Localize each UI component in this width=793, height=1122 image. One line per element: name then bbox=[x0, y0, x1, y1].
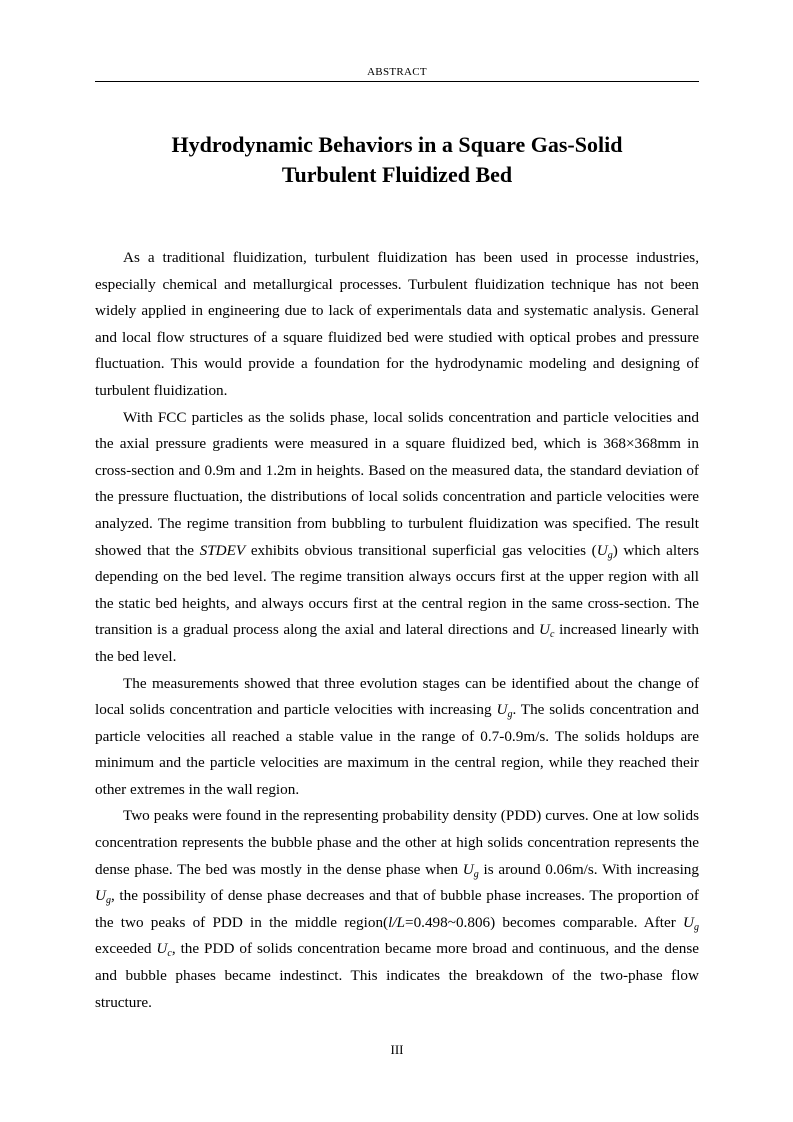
symbol-u: U bbox=[496, 701, 508, 719]
subscript-c: c bbox=[550, 629, 555, 641]
subscript-g: g bbox=[607, 549, 613, 561]
paragraph-3 bbox=[95, 671, 699, 804]
title-line-1: Hydrodynamic Behaviors in a Square Gas-Solid bbox=[171, 132, 623, 157]
text-run: . The solids concentration and particle velocities all reached a stable value in the range of 0.7-0.9m/s. The solids holdups are minimum and the particle velocities are maximum in the central region, while they reached their other extremes in the wall region. bbox=[95, 701, 699, 798]
subscript-g: g bbox=[105, 895, 111, 907]
text-run: exceeded bbox=[95, 940, 157, 958]
symbol-u: U bbox=[156, 940, 168, 958]
subscript-c: c bbox=[167, 948, 172, 960]
subscript-g: g bbox=[694, 921, 699, 933]
symbol-u: U bbox=[539, 621, 551, 639]
stdev-term: STDEV bbox=[199, 541, 246, 559]
page-number: III bbox=[390, 1042, 404, 1057]
symbol-u: U bbox=[462, 860, 474, 878]
abstract-body bbox=[95, 245, 699, 1016]
text-run: =0.498~0.806) becomes comparable. After bbox=[405, 913, 684, 931]
text-run: , the possibility of dense phase decreases and that of bubble phase increases. The proportion of the two peaks of PDD in the middle region( bbox=[95, 887, 699, 931]
paragraph-4 bbox=[95, 803, 699, 1016]
text-run: is around 0.06m/s. With increasing bbox=[478, 860, 699, 878]
text-run: increased linearly with the bed level. bbox=[95, 621, 699, 665]
paragraph-2 bbox=[95, 405, 699, 671]
text-run: The measurements showed that three evolution stages can be identified about the change of local solids concentration and particle velocities with increasing bbox=[95, 674, 699, 719]
subscript-g: g bbox=[473, 868, 479, 880]
text-run: With FCC particles as the solids phase, local solids concentration and particle velocities and the axial pressure gradients were measured in a square fluidized bed, which is 368×368mm in cross-section and 0.9m and 1.2m in heights. Based on the measured data, the standard deviation of the pressure fluctuation, the distributions of local solids concentration and particle velocities were analyzed. The regime transition from bubbling to turbulent fluidization was specified. The result showed that the bbox=[95, 408, 699, 559]
symbol-u: U bbox=[95, 887, 106, 905]
ratio-symbol: l/L bbox=[388, 913, 405, 931]
symbol-u: U bbox=[596, 541, 608, 559]
text-run: Two peaks were found in the representing probability density (PDD) curves. One at low solids concentration represents the bubble phase and the other at high solids concentration represents the dense phase. The bed was mostly in the dense phase when bbox=[95, 807, 699, 878]
text-run: , the PDD of solids concentration became more broad and continuous, and the dense and bubble phases became indestinct. This indicates the breakdown of the two-phase flow structure. bbox=[95, 940, 699, 1011]
paragraph-1: As a traditional fluidization, turbulent fluidization has been used in processe industries, especially chemical and metallurgical processes. Turbulent fluidization technique has not been widely applied in engineering due to lack of experimentals data and systematic analysis. General and local flow structures of a square fluidized bed were studied with optical probes and pressure fluctuation. This would provide a foundation for the hydrodynamic modeling and designing of turbulent fluidization. bbox=[95, 249, 699, 399]
text-run: exhibits obvious transitional superficial gas velocities ( bbox=[245, 541, 597, 559]
text-run: ) which alters depending on the bed level. The regime transition always occurs first at the upper region with all the static bed heights, and always occurs first at the central region in the same cross-section. The transition is a gradual process along the axial and lateral directions and bbox=[95, 541, 700, 639]
symbol-u: U bbox=[683, 913, 694, 931]
running-header: ABSTRACT bbox=[367, 66, 427, 78]
title-line-2: Turbulent Fluidized Bed bbox=[281, 162, 513, 187]
header-rule bbox=[95, 81, 699, 82]
subscript-g: g bbox=[507, 709, 513, 721]
page-title bbox=[95, 130, 699, 190]
